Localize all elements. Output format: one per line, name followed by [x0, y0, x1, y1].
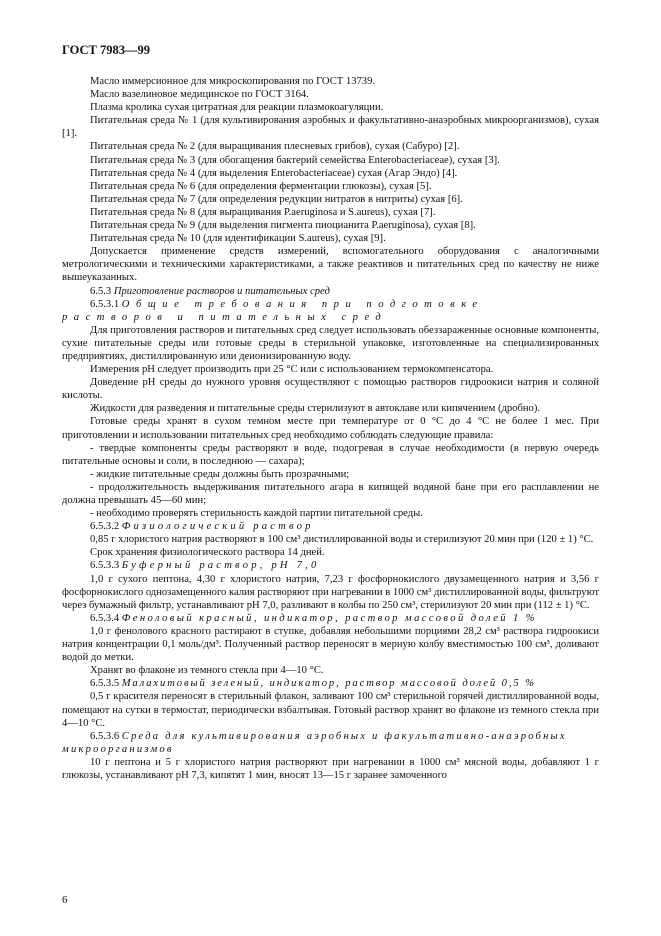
paragraph: 0,85 г хлористого натрия растворяют в 100 см³ дистиллированной воды и стерилизуют 20 мин при (120 ± 1) °С. [90, 534, 594, 546]
section-title: Среда для культивирования аэробных и факультативно-анаэробных микроорганизмов [62, 730, 567, 755]
document-header: ГОСТ 7983—99 [62, 43, 151, 57]
page-number: 6 [62, 894, 68, 906]
section-heading [62, 730, 599, 756]
section-heading [62, 559, 599, 572]
section-heading [62, 285, 599, 298]
list-item: - твердые компоненты среды растворяют в воде, подогревая в случае необходимости (в первую очередь питательные основы и соли, в последнюю — сахара); [62, 442, 599, 467]
paragraph: Питательная среда № 8 (для выращивания P.aeruginosa и S.aureus), сухая [7]. [90, 206, 436, 218]
section-number: 6.5.3.6 [90, 730, 120, 742]
section-number: 6.5.3.2 [90, 521, 120, 533]
paragraph: 1,0 г сухого пептона, 4,30 г хлористого натрия, 7,23 г фосфорнокислого двузамещенного натрия и 3,56 г фосфорнокислого однозамещенного калия растворяют при нагревании в 1000 см³ дистиллированной воды, фильтруют через бумажный фильтр, устанавливают pH 7,0, разливают в колбы по 250 см³, стерилизуют 20 мин при (112 ± 1) °С. [62, 573, 599, 611]
paragraph: Питательная среда № 4 (для выделения Enterobacteriaceae) сухая (Агар Эндо) [4]. [90, 167, 458, 179]
section-heading [62, 520, 599, 533]
section-title: Буферный раствор, pH 7,0 [121, 560, 320, 572]
section-title: Малахитовый зеленый, индикатор, раствор массовой долей 0,5 % [121, 678, 536, 690]
section-title: Физиологический раствор [121, 521, 314, 533]
list-item: - жидкие питательные среды должны быть прозрачными; [90, 468, 350, 480]
paragraph: Питательная среда № 3 (для обогащения бактерий семейства Enterobacteriaceae), сухая [3]. [90, 154, 500, 166]
paragraph: Измерения pH следует производить при 25 °С или с использованием термокомпенсатора. [90, 364, 494, 376]
section-heading [62, 298, 599, 324]
section-number: 6.5.3.5 [90, 678, 120, 690]
list-item: - продолжительность выдерживания питательного агара в кипящей водяной бане при его расплавлении не должна превышать 45—60 мин; [62, 481, 599, 506]
paragraph: Хранят во флаконе из темного стекла при 4—10 °С. [90, 665, 324, 677]
paragraph: Масло иммерсионное для микроскопирования по ГОСТ 13739. [90, 76, 376, 87]
paragraph: Срок хранения физиологического раствора 14 дней. [90, 547, 325, 559]
section-title: Феноловый красный, индикатор, раствор массовой долей 1 % [121, 612, 538, 624]
paragraph: Питательная среда № 1 (для культивирования аэробных и факультативно-анаэробных микроорганизмов), сухая [1]. [62, 115, 599, 140]
paragraph: 1,0 г фенолового красного растирают в ступке, добавляя небольшими порциями 28,2 см³ раствора гидроокиси натрия концентрации 0,1 моль/дм³. Полученный раствор переносят в мерную колбу вместимостью 100 см³, доливают водой до метки. [62, 625, 599, 664]
section-number: 6.5.3.1 [90, 298, 120, 310]
paragraph: Жидкости для разведения и питательные среды стерилизуют в автоклаве или кипячением (дробно). [90, 403, 541, 415]
paragraph: Для приготовления растворов и питательных сред следует использовать обеззараженные основные компоненты, сухие питательные среды или готовые среды в стерильной упаковке, изготовленные на специализированных предприятиях, дистиллированную или деионизированную воду. [62, 324, 599, 362]
paragraph: 10 г пептона и 5 г хлористого натрия растворяют при нагревании в 1000 см³ мясной воды, добавляют 1 г глюкозы, устанавливают pH 7,3, кипятят 1 мин, вносят 13—15 г заранее замоченного [62, 756, 599, 781]
section-number: 6.5.3.4 [90, 612, 120, 624]
paragraph: Доведение pH среды до нужного уровня осуществляют с помощью растворов гидроокиси натрия и соляной кислоты. [62, 377, 599, 402]
section-number: 6.5.3 [90, 285, 112, 297]
paragraph: Питательная среда № 9 (для выделения пигмента пиоцианита P.aeruginosa), сухая [8]. [90, 220, 476, 232]
list-item: - необходимо проверять стерильность каждой партии питательной среды. [90, 508, 423, 520]
section-number: 6.5.3.3 [90, 560, 120, 572]
paragraph: Питательная среда № 2 (для выращивания плесневых грибов), сухая (Сабуро) [2]. [90, 141, 460, 153]
paragraph: Плазма кролика сухая цитратная для реакции плазмокоагуляции. [90, 102, 384, 114]
paragraph: Допускается применение средств измерений, вспомогательного оборудования с аналогичными метрологическими и техническими характеристиками, а также реактивов и питательных сред по качеству не ниже вышеуказанных. [62, 246, 599, 284]
document-body [62, 75, 599, 782]
paragraph: Масло вазелиновое медицинское по ГОСТ 3164. [90, 89, 309, 101]
section-title: Общие требования при подготовке растворов и питательных сред [62, 298, 484, 323]
paragraph: Питательная среда № 7 (для определения редукции нитратов в нитриты) сухая [6]. [90, 193, 463, 205]
paragraph: 0,5 г красителя переносят в стерильный флакон, заливают 100 см³ стерильной горячей дистиллированной воды, помещают на сутки в термостат, периодически взбалтывая. Готовый раствор хранят во флаконе из темного стекла при 4—10 °С. [62, 691, 599, 729]
paragraph: Готовые среды хранят в сухом темном месте при температуре от 0 °С до 4 °С не более 1 мес. При приготовлении и использовании питательных сред необходимо соблюдать следующие правила: [62, 416, 599, 441]
section-heading [62, 677, 599, 690]
paragraph: Питательная среда № 6 (для определения ферментации глюкозы), сухая [5]. [90, 180, 432, 192]
paragraph: Питательная среда № 10 (для идентификации S.aureus), сухая [9]. [90, 233, 386, 245]
section-heading [62, 612, 599, 625]
section-title: Приготовление растворов и питательных сред [113, 285, 330, 297]
